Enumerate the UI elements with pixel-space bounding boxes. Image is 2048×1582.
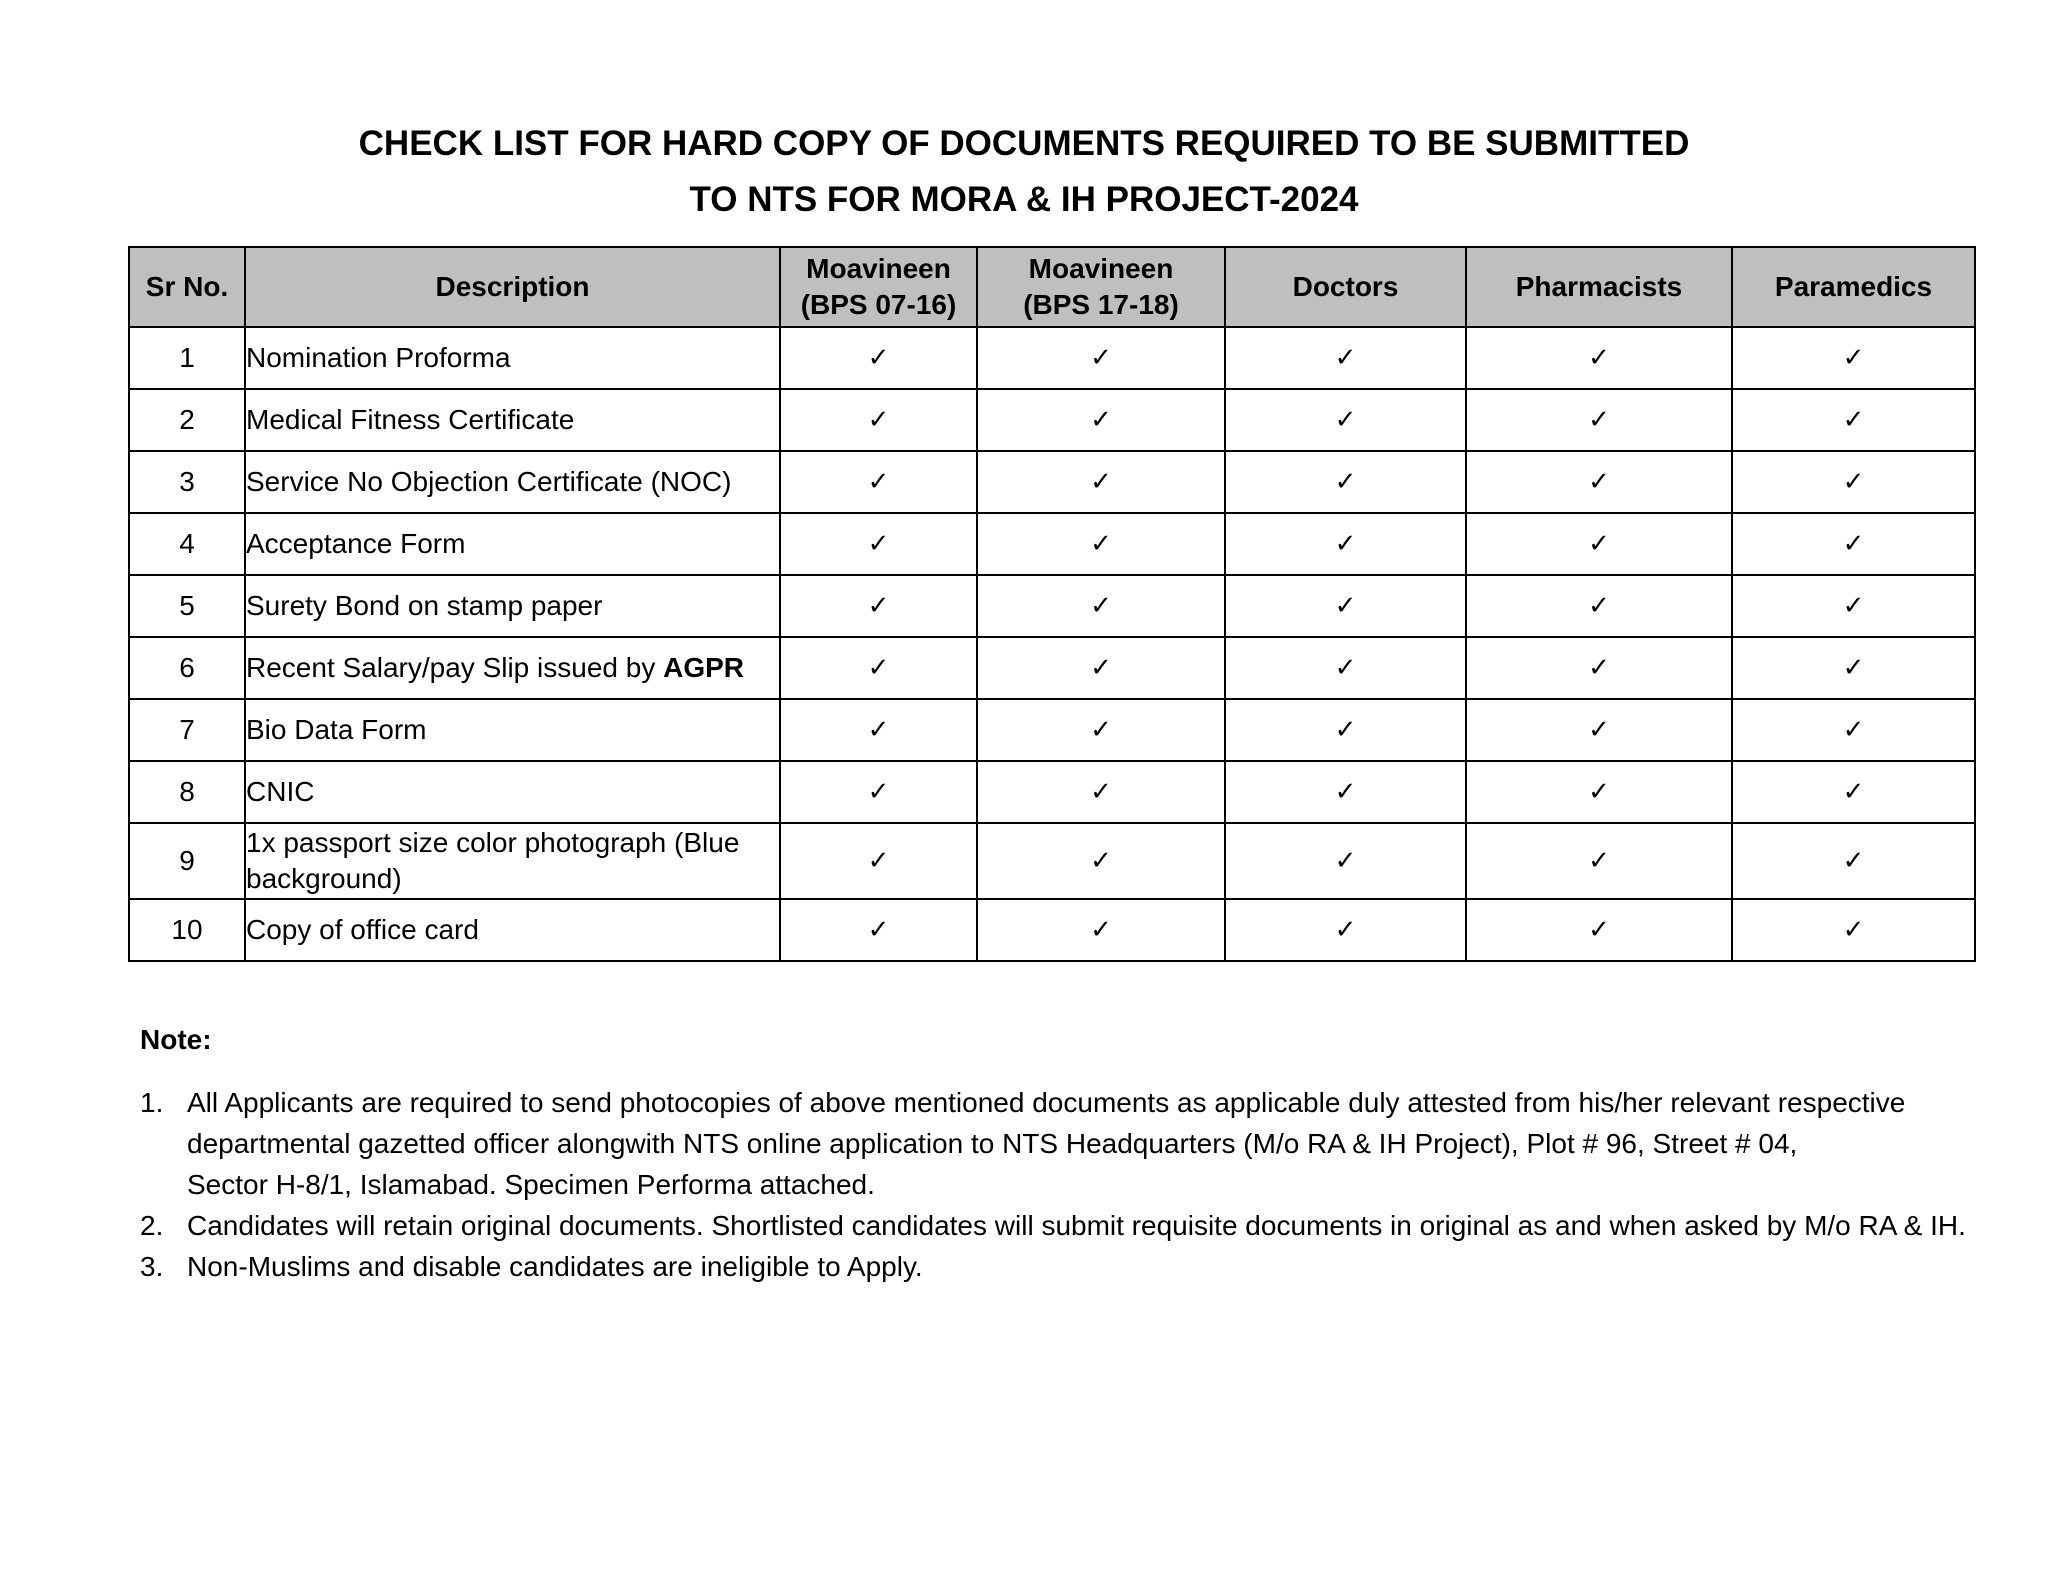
check-mark-icon: ✓ <box>1225 823 1466 899</box>
table-row <box>129 575 1975 637</box>
check-mark-icon: ✓ <box>977 451 1225 513</box>
row-sr-no: 3 <box>129 451 245 513</box>
row-sr-no: 6 <box>129 637 245 699</box>
check-mark-icon: ✓ <box>1732 513 1975 575</box>
check-mark-icon: ✓ <box>1225 637 1466 699</box>
check-mark-icon: ✓ <box>1732 761 1975 823</box>
note-item: 2. Candidates will retain original documents. Shortlisted candidates will submit requisite documents in original as and when asked by M/o RA & IH. <box>140 1210 1966 1241</box>
check-mark-icon: ✓ <box>977 513 1225 575</box>
check-mark-icon: ✓ <box>780 899 977 961</box>
row-sr-no: 7 <box>129 699 245 761</box>
check-mark-icon: ✓ <box>977 327 1225 389</box>
check-mark-icon: ✓ <box>977 637 1225 699</box>
row-description-bold: AGPR <box>663 652 745 683</box>
page-title <box>0 116 2048 228</box>
check-mark-icon: ✓ <box>977 761 1225 823</box>
document-checklist-table <box>128 246 1976 962</box>
row-sr-no: 4 <box>129 513 245 575</box>
check-mark-icon: ✓ <box>1732 327 1975 389</box>
check-mark-icon: ✓ <box>1466 823 1732 899</box>
note-item: 3. Non-Muslims and disable candidates are ineligible to Apply. <box>140 1251 923 1282</box>
check-mark-icon: ✓ <box>1466 513 1732 575</box>
check-mark-icon: ✓ <box>1732 899 1975 961</box>
check-mark-icon: ✓ <box>977 389 1225 451</box>
row-description: Nomination Proforma <box>245 327 780 389</box>
check-mark-icon: ✓ <box>1466 451 1732 513</box>
table-row <box>129 389 1975 451</box>
table-row <box>129 823 1975 899</box>
row-description: Acceptance Form <box>245 513 780 575</box>
check-mark-icon: ✓ <box>1466 575 1732 637</box>
check-mark-icon: ✓ <box>780 575 977 637</box>
header-moavineen-bps-07-16: Moavineen (BPS 07-16) <box>780 247 977 327</box>
check-mark-icon: ✓ <box>780 637 977 699</box>
row-description: Bio Data Form <box>245 699 780 761</box>
check-mark-icon: ✓ <box>1225 899 1466 961</box>
table-row <box>129 761 1975 823</box>
header-sr-no: Sr No. <box>129 247 245 327</box>
row-sr-no: 8 <box>129 761 245 823</box>
row-description: Service No Objection Certificate (NOC) <box>245 451 780 513</box>
check-mark-icon: ✓ <box>1466 899 1732 961</box>
check-mark-icon: ✓ <box>780 823 977 899</box>
row-sr-no: 1 <box>129 327 245 389</box>
header-paramedics: Paramedics <box>1732 247 1975 327</box>
header-moavineen-bps-17-18: Moavineen (BPS 17-18) <box>977 247 1225 327</box>
row-description: CNIC <box>245 761 780 823</box>
row-description: Copy of office card <box>245 899 780 961</box>
check-mark-icon: ✓ <box>1466 761 1732 823</box>
check-mark-icon: ✓ <box>1225 513 1466 575</box>
check-mark-icon: ✓ <box>1732 575 1975 637</box>
check-mark-icon: ✓ <box>1225 327 1466 389</box>
table-row <box>129 699 1975 761</box>
title-line-2: TO NTS FOR MORA & IH PROJECT-2024 <box>689 180 1359 219</box>
check-mark-icon: ✓ <box>780 327 977 389</box>
table-row <box>129 513 1975 575</box>
check-mark-icon: ✓ <box>1225 575 1466 637</box>
check-mark-icon: ✓ <box>977 899 1225 961</box>
check-mark-icon: ✓ <box>1732 823 1975 899</box>
check-mark-icon: ✓ <box>780 451 977 513</box>
row-description: Recent Salary/pay Slip issued by AGPR <box>245 637 780 699</box>
check-mark-icon: ✓ <box>977 823 1225 899</box>
check-mark-icon: ✓ <box>780 699 977 761</box>
check-mark-icon: ✓ <box>1466 699 1732 761</box>
check-mark-icon: ✓ <box>1466 637 1732 699</box>
check-mark-icon: ✓ <box>1732 451 1975 513</box>
check-mark-icon: ✓ <box>1732 637 1975 699</box>
header-description: Description <box>245 247 780 327</box>
note-item: 1. All Applicants are required to send photocopies of above mentioned documents as applicable duly attested from his/her relevant respective departmental gazetted officer alongwith NTS online application to NTS Headquarters (M/o RA & IH Project), Plot # 96, Street # 04, Sector H-8/1, Islamabad. Specimen Performa attached. <box>140 1087 1906 1200</box>
check-mark-icon: ✓ <box>977 699 1225 761</box>
table-row <box>129 451 1975 513</box>
check-mark-icon: ✓ <box>1466 389 1732 451</box>
row-description: 1x passport size color photograph (Blue background) <box>245 823 780 899</box>
check-mark-icon: ✓ <box>1225 451 1466 513</box>
table-header-row <box>129 247 1975 327</box>
notes-list <box>140 1082 1980 1287</box>
row-description: Surety Bond on stamp paper <box>245 575 780 637</box>
row-sr-no: 9 <box>129 823 245 899</box>
check-mark-icon: ✓ <box>977 575 1225 637</box>
check-mark-icon: ✓ <box>1225 761 1466 823</box>
row-sr-no: 2 <box>129 389 245 451</box>
header-pharmacists: Pharmacists <box>1466 247 1732 327</box>
check-mark-icon: ✓ <box>1225 699 1466 761</box>
check-mark-icon: ✓ <box>1466 327 1732 389</box>
check-mark-icon: ✓ <box>780 513 977 575</box>
check-mark-icon: ✓ <box>1225 389 1466 451</box>
row-sr-no: 5 <box>129 575 245 637</box>
row-sr-no: 10 <box>129 899 245 961</box>
header-doctors: Doctors <box>1225 247 1466 327</box>
title-line-1: CHECK LIST FOR HARD COPY OF DOCUMENTS REQUIRED TO BE SUBMITTED <box>358 124 1690 163</box>
check-mark-icon: ✓ <box>1732 389 1975 451</box>
table-row <box>129 899 1975 961</box>
check-mark-icon: ✓ <box>780 761 977 823</box>
check-mark-icon: ✓ <box>1732 699 1975 761</box>
check-mark-icon: ✓ <box>780 389 977 451</box>
row-description: Medical Fitness Certificate <box>245 389 780 451</box>
note-label: Note: <box>140 1024 212 1055</box>
table-row <box>129 637 1975 699</box>
table-row <box>129 327 1975 389</box>
